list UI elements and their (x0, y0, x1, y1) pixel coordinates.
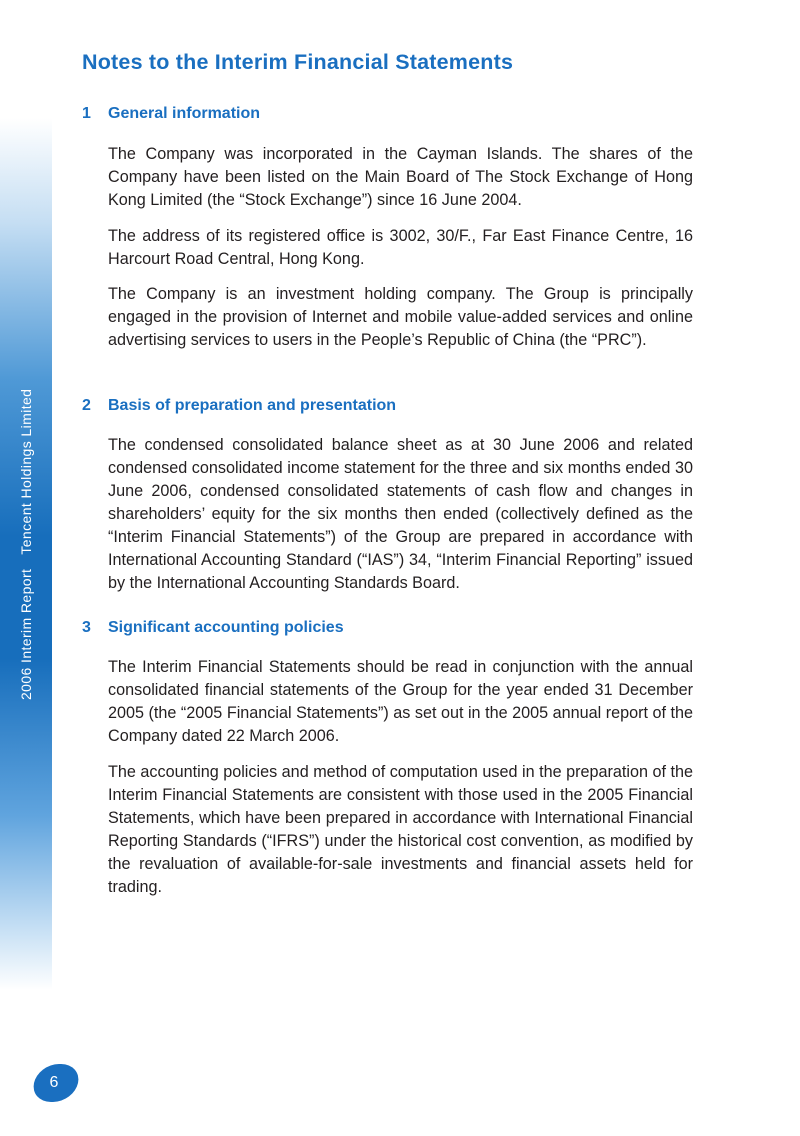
section-3-paragraph-2: The accounting policies and method of computation used in the preparation of the Interim Financial Statements are consistent with those used in the 2005 Financial Statements, which have been prepared in accordance with International Financial Reporting Standards (“IFRS”) under the historical cost convention, as modified by the revaluation of available-for-sale investments and financial assets held for trading. (108, 763, 693, 896)
page-title: Notes to the Interim Financial Statements (82, 50, 514, 74)
sidebar-company-label: Tencent Holdings Limited (18, 388, 34, 555)
section-3-heading (82, 619, 344, 637)
section-1-number: 1 (82, 105, 91, 122)
section-3-paragraph-1: The Interim Financial Statements should be read in conjunction with the annual consolidated financial statements of the Group for the year ended 31 December 2005 (the “2005 Financial Statements”) as set out in the 2005 annual report of the Company dated 22 March 2006. (108, 658, 693, 745)
sidebar-report-label: 2006 Interim Report (18, 568, 34, 700)
section-1-paragraph-2: The address of its registered office is 3002, 30/F., Far East Finance Centre, 16 Harcourt Road Central, Hong Kong. (108, 227, 693, 268)
section-2-heading (82, 397, 396, 415)
page-number: 6 (49, 1074, 59, 1091)
section-1-paragraph-3: The Company is an investment holding company. The Group is principally engaged in the provision of Internet and mobile value-added services and online advertising services to users in the People’s Republic of China (the “PRC”). (108, 285, 693, 349)
section-3-number: 3 (82, 619, 91, 636)
section-2-number: 2 (82, 397, 91, 414)
section-1-paragraph-1: The Company was incorporated in the Cayman Islands. The shares of the Company have been listed on the Main Board of The Stock Exchange of Hong Kong Limited (the “Stock Exchange”) since 16 June 2004. (108, 145, 693, 209)
section-1-title: General information (108, 105, 261, 122)
section-3-title: Significant accounting policies (108, 619, 344, 636)
section-1-heading (82, 105, 260, 123)
section-2-paragraph-1: The condensed consolidated balance sheet as at 30 June 2006 and related condensed consolidated income statement for the three and six months ended 30 June 2006, condensed consolidated statements of cash flow and changes in shareholders’ equity for the six months then ended (collectively defined as the “Interim Financial Statements”) of the Group are prepared in accordance with International Accounting Standard (“IAS”) 34, “Interim Financial Reporting” issued by the International Accounting Standards Board. (108, 436, 693, 592)
section-2-title: Basis of preparation and presentation (108, 397, 397, 414)
